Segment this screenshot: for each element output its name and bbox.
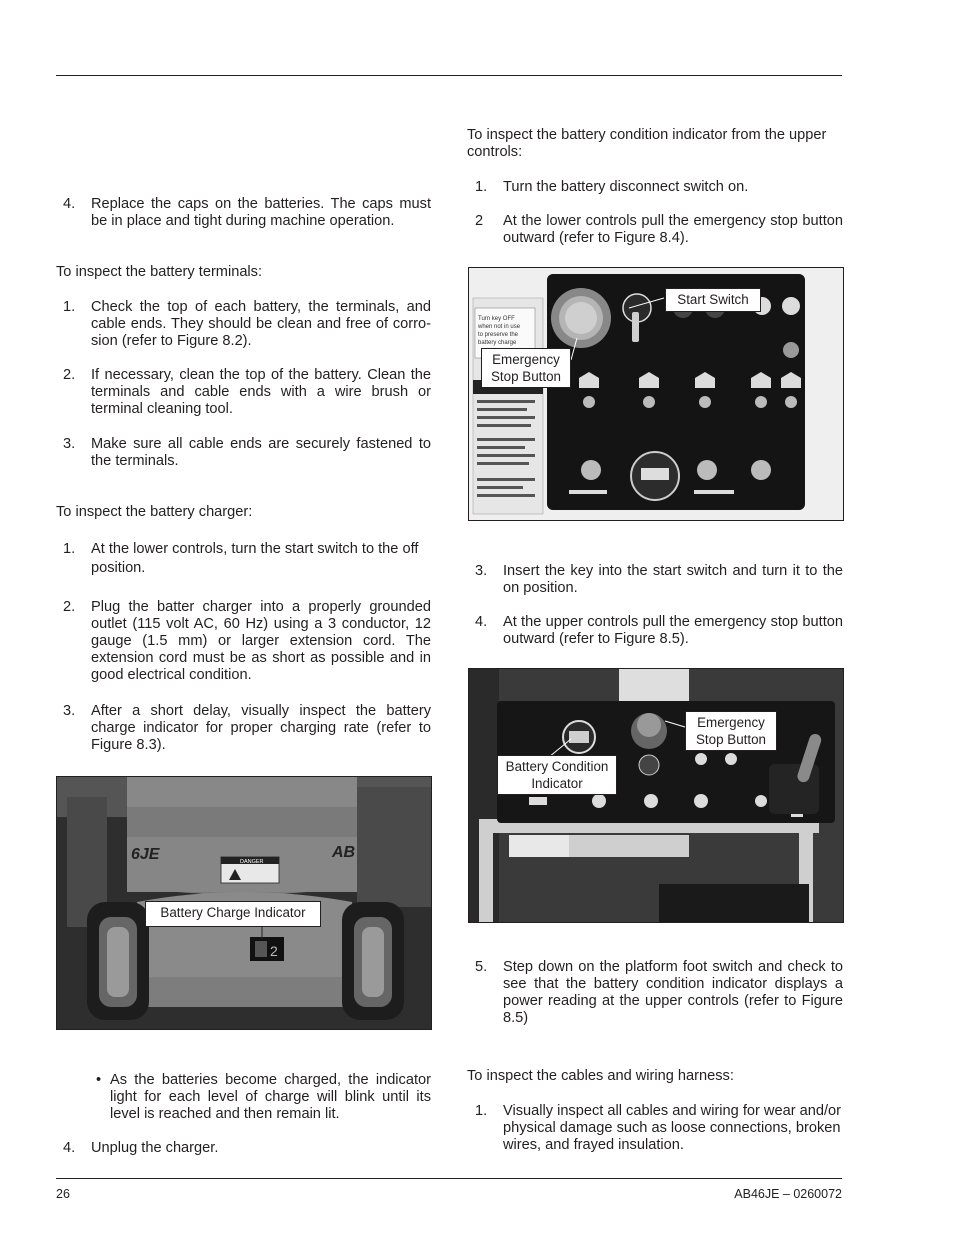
list-text: Replace the caps on the batteries. The caps must be in place and tight during machine operation. bbox=[91, 196, 431, 229]
list-item-unplug: 4. Unplug the charger. bbox=[63, 1140, 219, 1156]
list-item-step5: 5. Step down on the platform foot switch and check to see that the battery condition indicator displays a power reading at the upper controls (refer to Figure 8.5) bbox=[475, 959, 843, 1026]
figure-battery-charge-indicator bbox=[56, 776, 432, 1030]
list-item-replace-caps bbox=[63, 196, 431, 230]
svg-text:Turn key OFF: Turn key OFF bbox=[478, 316, 515, 322]
list-item-cables-1: 1. Visually inspect all cables and wiring for wear and/or physical damage such as loose connections, broken wires, and frayed insulation. bbox=[475, 1103, 841, 1153]
terminals-intro: To inspect the battery terminals: bbox=[56, 264, 263, 280]
callout-battery-condition-indicator: Battery Condition Indicator bbox=[497, 755, 617, 795]
bottom-rule bbox=[56, 1178, 842, 1179]
document-id: AB46JE – 0260072 bbox=[734, 1187, 842, 1201]
callout-emergency-stop-upper: Emergency Stop Button bbox=[685, 711, 777, 751]
svg-text:when not in use: when not in use bbox=[478, 324, 521, 330]
top-rule bbox=[56, 75, 842, 76]
figure-upper-control-panel bbox=[468, 668, 844, 923]
callout-battery-charge-indicator: Battery Charge Indicator bbox=[145, 901, 321, 927]
cables-intro: To inspect the cables and wiring harness: bbox=[467, 1068, 734, 1084]
svg-text:battery charge: battery charge bbox=[478, 340, 517, 346]
list-item-upper-1: 1. Turn the battery disconnect switch on. bbox=[475, 179, 749, 195]
list-item-upper-2: 2 At the lower controls pull the emergency stop button outward (refer to Figure 8.4). bbox=[475, 213, 843, 246]
list-item-upper-4: 4. At the upper controls pull the emergency stop button outward (refer to Figure 8.5). bbox=[475, 614, 843, 647]
indicator-digit: 2 bbox=[270, 943, 278, 959]
svg-text:to preserve the: to preserve the bbox=[478, 332, 519, 338]
upper-panel-photo bbox=[469, 669, 843, 922]
list-number: 4. bbox=[63, 196, 76, 212]
callout-start-switch: Start Switch bbox=[665, 288, 761, 312]
danger-decal-text: DANGER bbox=[240, 859, 264, 865]
list-item-terminals-2: 2. If necessary, clean the top of the battery. Clean the terminals and cable ends with a wire brush or terminal cleaning tool. bbox=[63, 367, 431, 417]
list-item-terminals-1: 1. Check the top of each battery, the terminals, and cable ends. They should be clean and free of corro-sion (refer to Figure 8.2). bbox=[63, 299, 431, 349]
callout-emergency-stop-lower: Emergency Stop Button bbox=[481, 348, 571, 388]
page-number: 26 bbox=[56, 1187, 70, 1201]
upper-controls-intro: To inspect the battery condition indicator from the upper controls: bbox=[467, 127, 827, 160]
figure-lower-control-panel bbox=[468, 267, 844, 521]
list-item-terminals-3: 3. Make sure all cable ends are securely fastened to the terminals. bbox=[63, 436, 431, 469]
machine-lettering-right: AB bbox=[332, 844, 356, 861]
control-panel-photo bbox=[469, 268, 843, 520]
list-item-charger-1: 1. At the lower controls, turn the start switch to the off position. bbox=[63, 541, 419, 576]
list-item-upper-3: 3. Insert the key into the start switch and turn it to the on position. bbox=[475, 563, 843, 596]
bullet-item-batteries-charged: • As the batteries become charged, the indicator light for each level of charge will blink until its level is reached and then remain lit. bbox=[96, 1072, 431, 1122]
charger-intro: To inspect the battery charger: bbox=[56, 504, 253, 520]
list-item-charger-3: 3. After a short delay, visually inspect the battery charge indicator for proper charging rate (refer to Figure 8.3). bbox=[63, 703, 431, 753]
machine-lettering-left: 6JE bbox=[131, 846, 160, 863]
list-item-charger-2: 2. Plug the batter charger into a properly grounded outlet (115 volt AC, 60 Hz) using a 3 conductor, 12 gauge (1.5 mm) or larger extension cord. The extension cord must be as short as possible and in good electrical condition. bbox=[63, 599, 431, 683]
